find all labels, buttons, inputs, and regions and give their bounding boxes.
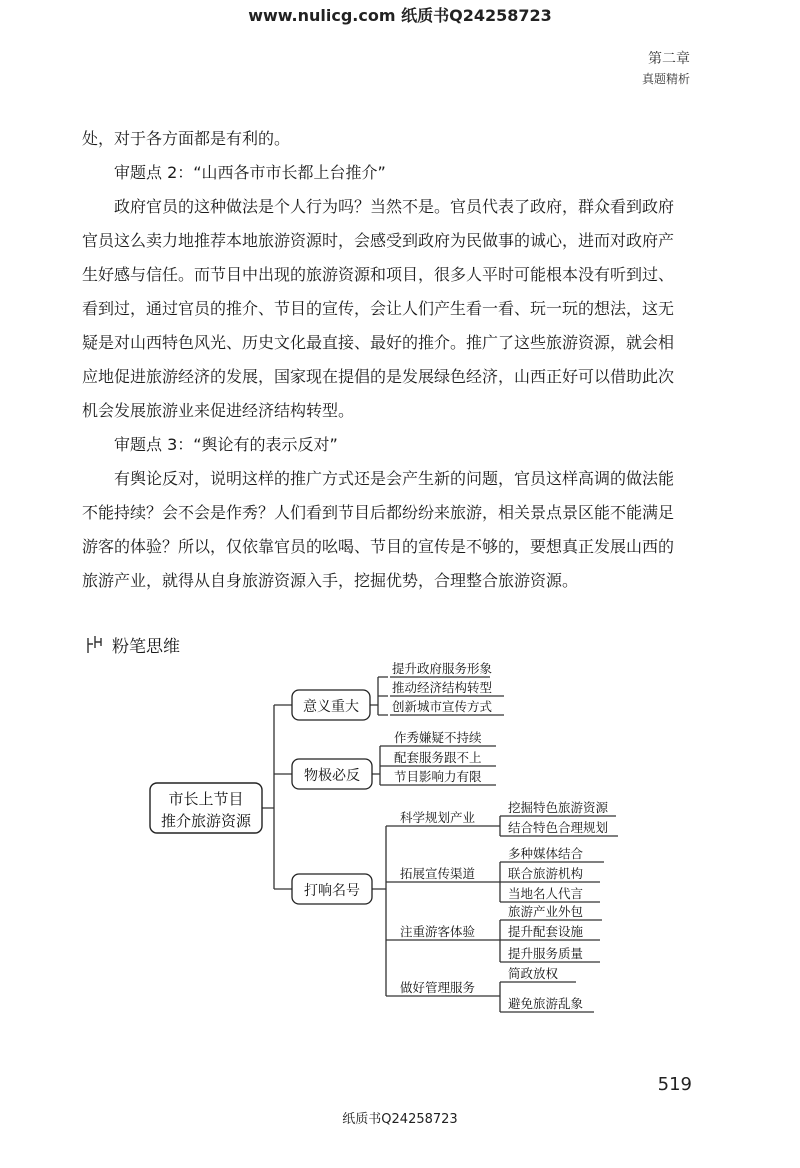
branch3-item: 结合特色合理规划 [508,820,609,835]
branch1-label: 意义重大 [303,699,359,715]
bottom-watermark: 纸质书Q24258723 [342,1112,458,1127]
branch3-sub-label: 做好管理服务 [400,980,476,995]
point3-title: 审题点 3：“舆论有的表示反对” [114,435,338,454]
point2-title: 审题点 2：“山西各市市长都上台推介” [114,163,386,182]
branch3-item: 简政放权 [508,966,559,981]
branch3-sub-label: 拓展宣传渠道 [400,866,476,881]
root-line2: 推介旅游资源 [160,812,252,830]
branch3-item: 避免旅游乱象 [508,996,584,1011]
branch3-item: 挖掘特色旅游资源 [508,800,609,815]
page-number: 519 [657,1074,692,1095]
section-title: 粉笔思维 [112,637,180,657]
branch3-item: 提升服务质量 [508,946,584,961]
branch2-item: 配套服务跟不上 [394,750,482,765]
chapter-subtitle: 真题精析 [641,72,690,86]
paragraph-0: 处，对于各方面都是有利的。 [82,129,291,148]
root-line1: 市长上节目 [168,790,244,808]
branch3-sub-label: 注重游客体验 [400,924,476,939]
branch2-label: 物极必反 [304,768,360,784]
branch2-item: 节目影响力有限 [394,769,482,784]
paragraph-2: 有舆论反对，说明这样的推广方式还是会产生新的问题，官员这样高调的做法能不能持续？会不会是作秀？人们看到节目后都纷纷来旅游，相关景点景区能不能满足游客的体验？所以，仅依靠官员的吆喝、节目的宣传是不够的，要想真正发展山西的旅游产业，就得从自身旅游资源入手，挖掘优势，合理整合旅游资源。 [82,469,675,590]
branch3-item: 提升配套设施 [508,924,584,939]
branch3-item: 联合旅游机构 [508,866,584,881]
chapter-title: 第二章 [648,51,690,67]
branch3-item: 多种媒体结合 [508,846,584,861]
branch1-item: 创新城市宣传方式 [392,699,493,714]
branch2-item: 作秀嫌疑不持续 [394,730,482,745]
branch3-label: 打响名号 [304,883,360,899]
branch3-item: 旅游产业外包 [508,904,584,919]
branch1-item: 提升政府服务形象 [392,661,493,676]
branch3-sub-label: 科学规划产业 [400,810,476,825]
top-watermark: www.nulicg.com 纸质书Q24258723 [248,6,552,25]
branch1-item: 推动经济结构转型 [392,680,493,695]
paragraph-1: 政府官员的这种做法是个人行为吗？当然不是。官员代表了政府，群众看到政府官员这么卖力地推荐本地旅游资源时，会感受到政府为民做事的诚心，进而对政府产生好感与信任。而节目中出现的旅游资源和项目，很多人平时可能根本没有听到过、看到过，通过官员的推介、节目的宣传，会让人们产生看一看、玩一玩的想法，这无疑是对山西特色风光、历史文化最直接、最好的推介。推广了这些旅游资源，就会相应地促进旅游经济的发展，国家现在提倡的是发展绿色经济，山西正好可以借助此次机会发展旅游业来促进经济结构转型。 [82,197,675,420]
branch3-item: 当地名人代言 [508,886,584,901]
